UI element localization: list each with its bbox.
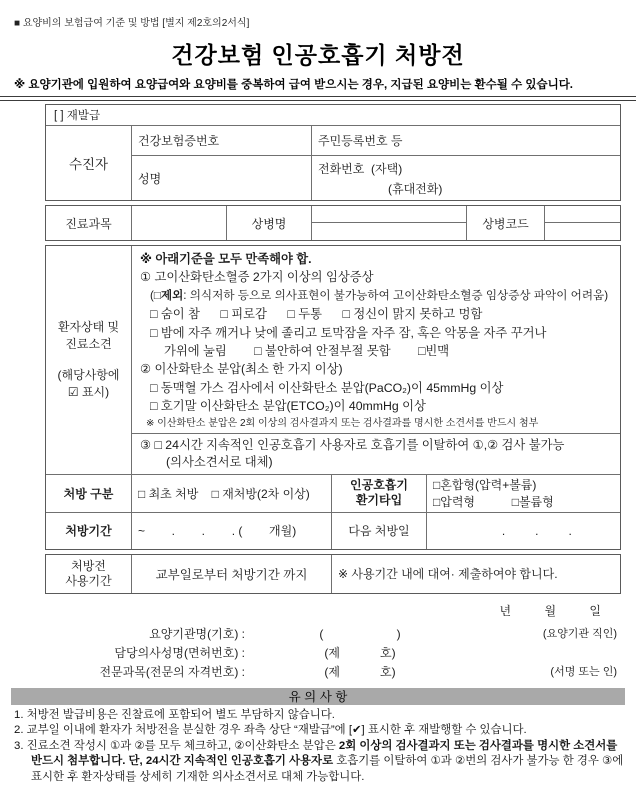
rx-type-label: 처방 구분: [63, 486, 114, 501]
institution-name-label: 요양기관명(기호) :: [149, 626, 245, 641]
rx-type-checkboxes[interactable]: □ 최초 처방 □ 재처방(2차 이상): [131, 475, 331, 512]
criterion-3-line2: (의사소견서로 대체): [166, 454, 273, 469]
condition-and-rx-table: [45, 245, 621, 550]
signature-or-seal-note: (서명 또는 인): [550, 665, 617, 678]
signature-section: [45, 602, 621, 682]
vent-type-label: [331, 475, 426, 512]
phone-number-field[interactable]: [311, 156, 620, 200]
notice-title-bar: [11, 688, 625, 705]
criteria-header-note: ※ 아래기준을 모두 만족해야 합.: [140, 252, 312, 266]
patient-info-table: [45, 104, 621, 201]
criterion-3-row: [132, 433, 620, 474]
diagnosis-table: [45, 205, 621, 241]
disease-code-input-1[interactable]: [545, 206, 620, 222]
condition-section-label: [46, 246, 131, 474]
phone-home-label: 전화번호 (자택): [318, 162, 403, 176]
disease-code-label: 상병코드: [466, 206, 544, 240]
notice-list: [14, 708, 630, 786]
doctor-stamp-note: [475, 644, 621, 663]
notice-item-1: 1. 처방전 발급비용은 진찰료에 포함되어 별도 부담하지 않습니다.: [14, 708, 335, 721]
usage-period-value: 교부일로부터 처방기간 까지: [131, 555, 331, 593]
form-reference-note: ■ 요양비의 보험급여 기준 및 방법 [별지 제2호의2서식]: [14, 18, 250, 29]
disease-name-input-1[interactable]: [312, 206, 466, 222]
next-rx-date-input[interactable]: . . .: [426, 513, 620, 549]
notice-item-3-bold: 2회 이상의 검사결과지 또는 검사결과를 명시한 소견서를 반드시 첨부합니다. 단, 24시간 지속적인 인공호흡기 사용자로: [31, 739, 618, 768]
department-label: 진료과목: [65, 216, 112, 231]
rx-period-input[interactable]: ~ . . . ( 개월): [131, 513, 331, 549]
patient-name-field[interactable]: 성명: [131, 156, 311, 200]
disease-name-inputs: [311, 206, 466, 240]
condition-label-line2: 진료소견: [65, 336, 112, 351]
disease-name-input-2[interactable]: [312, 222, 466, 239]
condition-label-line4: ☑ 표시): [67, 384, 110, 399]
insurance-number-field[interactable]: 건강보험증번호: [131, 126, 311, 155]
usage-period-label: [46, 555, 131, 593]
condition-label-line1: 환자상태 및: [57, 319, 120, 334]
vent-type-label-line2: 환기타입: [355, 493, 403, 508]
patient-section-label: 수진자: [68, 157, 109, 172]
notice-item-3: [14, 739, 630, 786]
disease-name-label: 상병명: [226, 206, 311, 240]
reissue-checkbox[interactable]: [ ] 재발급: [54, 110, 101, 122]
department-input[interactable]: [131, 206, 226, 240]
doctor-name-label: 담당의사성명(면허번호) :: [114, 645, 245, 660]
exclusion-bold: 제외: [160, 288, 184, 302]
exclusion-prefix: (□: [150, 288, 161, 302]
specialty-number-input[interactable]: (제 호): [324, 664, 396, 679]
vent-type-label-line1: 인공호흡기: [350, 478, 408, 493]
usage-period-table: [45, 554, 621, 594]
disease-code-input-2[interactable]: [545, 222, 620, 239]
date-line: 년 월 일: [499, 603, 601, 618]
paco2-checkbox[interactable]: □ 동맥혈 가스 검사에서 이산화탄소 분압(PaCO₂)이 45mmHg 이상: [150, 380, 504, 395]
criterion-3-checkbox[interactable]: ③ □ 24시간 지속적인 인공호흡기 사용자로 호흡기를 이탈하여 ①,② 검사 불가능: [140, 437, 565, 452]
disease-code-inputs: [544, 206, 620, 240]
attachment-note: ※ 이산화탄소 분압은 2회 이상의 검사결과지 또는 검사결과를 명시한 소견서를 반드시 첨부: [146, 417, 539, 429]
specialty-label: 전문과목(전문의 자격번호) :: [99, 664, 245, 679]
condition-label-line3: (해당사항에: [57, 367, 120, 382]
duplicate-benefit-warning: ※ 요양기관에 입원하여 요양급여와 요양비를 중복하여 급여 받으시는 경우, 지급된 요양비는 환수될 수 있습니다.: [14, 79, 574, 91]
vent-type-pressure-volume-checkboxes[interactable]: □압력형 □볼륨형: [433, 494, 554, 509]
criterion-1-title: ① 고이산화탄소혈증 2가지 이상의 임상증상: [140, 270, 374, 285]
symptom-checkboxes-line1[interactable]: □ 숨이 참 □ 피로감 □ 두통 □ 정신이 맑지 못하고 멍함: [150, 307, 483, 322]
usage-period-note: ※ 사용기간 내에 대여· 제출하여야 합니다.: [331, 555, 620, 593]
vent-type-mixed-checkbox[interactable]: □혼합형(압력+볼륨): [433, 477, 537, 492]
phone-mobile-label: (휴대전화): [388, 182, 443, 196]
section-divider: [0, 96, 636, 101]
usage-period-label-line2: 사용기간: [65, 573, 112, 588]
usage-period-label-line1: 처방전: [71, 558, 106, 573]
notice-item-3-prefix: 3. 진료소견 작성시 ①과 ②를 모두 체크하고, ②이산화탄소 분압은: [14, 739, 339, 752]
exclusion-checkbox[interactable]: [140, 287, 614, 305]
institution-name-input[interactable]: ( ): [319, 626, 401, 641]
doctor-license-input[interactable]: (제 호): [324, 645, 396, 660]
vent-type-checkboxes[interactable]: [426, 475, 620, 512]
page-title: 건강보험 인공호흡기 처방전: [171, 42, 465, 68]
notice-item-3-suffix: 호흡기를 이탈하여 ①과 ②번의 검사가 불가능 한 경우 ③에 표시한 후 환자상태를 상세히 기재한 의사소견서로 대체 가능합니다.: [31, 755, 624, 784]
symptom-checkboxes-line2[interactable]: □ 밤에 자주 깨거나 낮에 졸리고 토막잠을 자주 잠, 혹은 악몽을 자주 꾸거나: [150, 325, 547, 340]
exclusion-rest: : 의식저하 등으로 의사표현이 불가능하여 고이산화탄소혈증 임상증상 파악이 어려움): [183, 288, 609, 302]
condition-criteria: [132, 246, 620, 433]
resident-number-field[interactable]: 주민등록번호 등: [311, 126, 620, 155]
rx-period-label: 처방기간: [65, 524, 112, 539]
institution-stamp-note: (요양기관 직인): [542, 627, 617, 640]
notice-item-2: 2. 교부일 이내에 환자가 처방전을 분실한 경우 좌측 상단 “재발급”에 [✔] 표시한 후 재발행할 수 있습니다.: [14, 724, 527, 737]
next-rx-date-label: 다음 처방일: [331, 513, 426, 549]
notice-title: 유 의 사 항: [288, 690, 348, 705]
etco2-checkbox[interactable]: □ 호기말 이산화탄소 분압(ETCO₂)이 40mmHg 이상: [150, 399, 426, 414]
symptom-checkboxes-line3[interactable]: 가위에 눌림 □ 불안하여 안절부절 못함 □빈맥: [164, 344, 450, 359]
criterion-2-title: ② 이산화탄소 분압(최소 한 가지 이상): [140, 362, 343, 377]
